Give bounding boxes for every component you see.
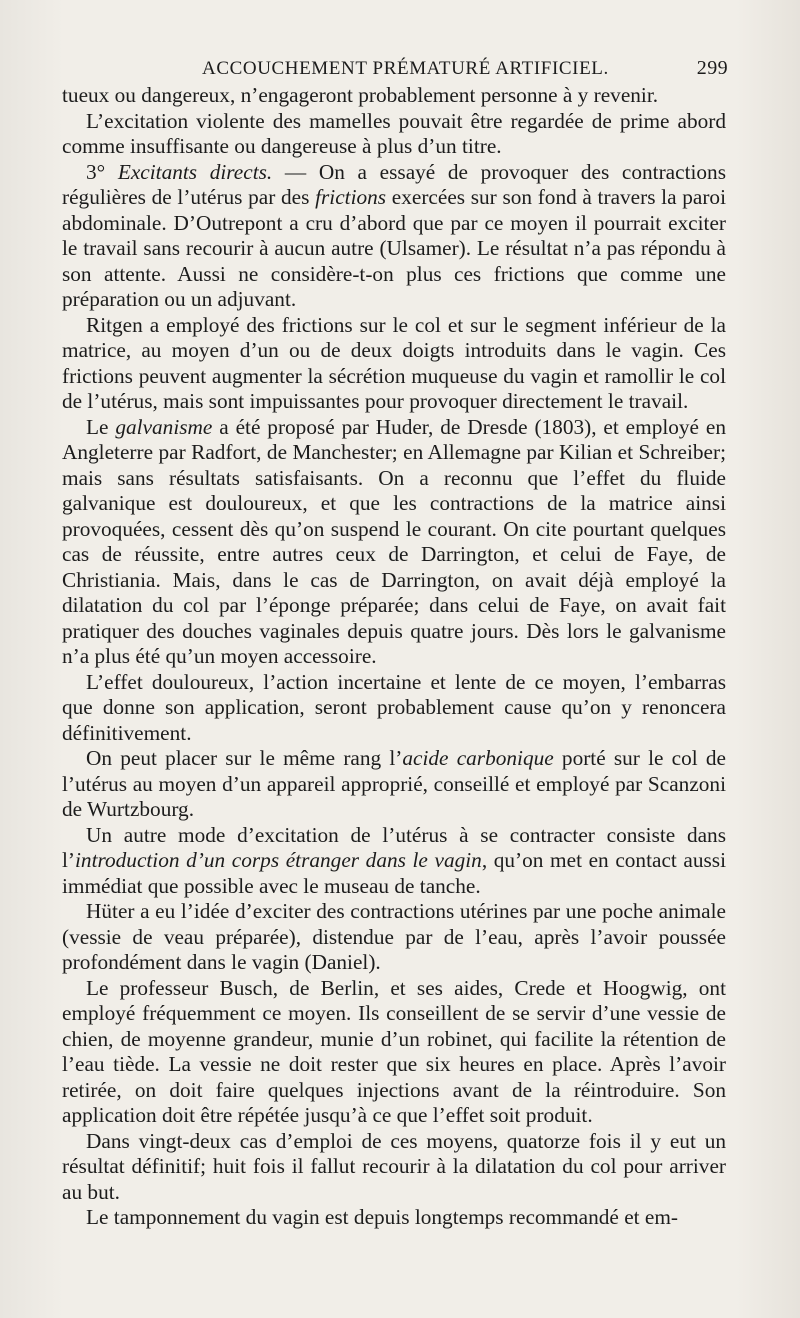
text-run: Un autre mode d’excitation de l’utérus à se contracter consiste dans l’ <box>62 822 726 872</box>
paragraph <box>62 1205 726 1231</box>
text-run: L’excitation violente des mamelles pouvait être regardée de prime abord comme insuffisante ou dangereuse à plus d’un titre. <box>62 108 726 158</box>
text-run: Dans vingt-deux cas d’emploi de ces moyens, quatorze fois il y eut un résultat définitif; huit fois il fallut recourir à la dilatation du col pour arriver au but. <box>62 1128 726 1204</box>
text-run: , qu’on met en contact aussi immédiat que possible avec le museau de tanche. <box>62 848 727 898</box>
italic-text: introduction d’un corps étranger dans le vagin <box>75 848 482 872</box>
paragraph <box>62 313 726 415</box>
running-head <box>202 56 728 81</box>
paragraph <box>62 1129 726 1206</box>
text-run: On peut placer sur le même rang l’ <box>86 746 403 770</box>
text-run: exercées sur son fond à travers la paroi abdominale. D’Outrepont a cru d’abord que par ce moyen il pourrait exciter le travail sans recourir à aucun autre (Ulsamer). Le résultat n’a pas répondu à son attente. Aussi ne considère-t-on plus ces frictions que comme une préparation ou un adjuvant. <box>62 185 726 311</box>
text-run: — On a essayé de provoquer des contractions régulières de l’utérus par des <box>62 159 726 209</box>
text-run: L’effet douloureux, l’action incertaine et lente de ce moyen, l’embarras que donne son application, seront probablement cause qu’on y renoncera définitivement. <box>62 669 726 745</box>
text-run: porté sur le col de l’utérus au moyen d’un appareil approprié, conseillé et employé par Scanzoni de Wurtzbourg. <box>62 746 726 821</box>
running-title: ACCOUCHEMENT PRÉMATURÉ ARTIFICIEL. <box>202 58 609 79</box>
paragraph <box>62 83 726 109</box>
text-run: Le tamponnement du vagin est depuis longtemps recommandé et em- <box>86 1205 679 1229</box>
italic-text: acide carbonique <box>402 746 554 770</box>
paragraph <box>62 415 726 670</box>
italic-text: frictions <box>315 185 387 209</box>
text-run: Le <box>86 414 116 439</box>
text-run: tueux ou dangereux, n’engageront probablement personne à y revenir. <box>62 83 659 107</box>
paragraph <box>62 823 726 900</box>
paragraph <box>62 976 726 1129</box>
text-run: Le professeur Busch, de Berlin, et ses aides, Crede et Hoogwig, ont employé fréquemment ce moyen. Ils conseillent de se servir d’une vessie de chien, de moyenne grandeur, munie d’un robinet, qui facilite la rétention de l’eau tiède. La vessie ne doit rester que six heures en place. Après l’avoir retirée, on doit faire quelques injections avant de la réintroduire. Son application doit être répétée jusqu’à ce que l’effet soit produit. <box>62 975 726 1127</box>
italic-text: Excitants directs. <box>117 159 273 184</box>
page-number: 299 <box>696 57 728 79</box>
paragraph <box>62 746 726 823</box>
paragraph <box>62 899 726 976</box>
paragraph <box>62 160 726 313</box>
italic-text: galvanisme <box>115 414 213 439</box>
paragraph <box>62 670 726 747</box>
text-run: Hüter a eu l’idée d’exciter des contractions utérines par une poche animale (vessie de veau préparée), distendue par de l’eau, après l’avoir poussée profondément dans le vagin (Daniel). <box>62 899 726 974</box>
body-text <box>62 83 726 1231</box>
text-run: Ritgen a employé des frictions sur le col et sur le segment inférieur de la matrice, au moyen d’un ou de deux doigts introduits dans le vagin. Ces frictions peuvent augmenter la sécrétion muqueuse du vagin et ramollir le col de l’utérus, mais sont impuissantes pour provoquer directement le travail. <box>62 312 726 413</box>
paragraph <box>62 109 726 160</box>
text-run: a été proposé par Huder, de Dresde (1803), et employé en Angleterre par Radfort, de Manchester; en Allemagne par Kilian et Schreiber; mais sans résultats satisfaisants. On a reconnu que l’effet du fluide galvanique est douloureux, et que les contractions de la matrice ainsi provoquées, cessent dès qu’on suspend le courant. On cite pourtant quelques cas de réussite, entre autres ceux de Darrington, et celui de Faye, de Christiania. Mais, dans le cas de Darrington, on avait déjà employé la dilatation du col par l’éponge préparée; dans celui de Faye, on avait fait pratiquer des douches vaginales depuis quatre jours. Dès lors le galvanisme n’a plus été qu’un moyen accessoire. <box>62 414 726 668</box>
text-run: 3° <box>86 159 118 184</box>
